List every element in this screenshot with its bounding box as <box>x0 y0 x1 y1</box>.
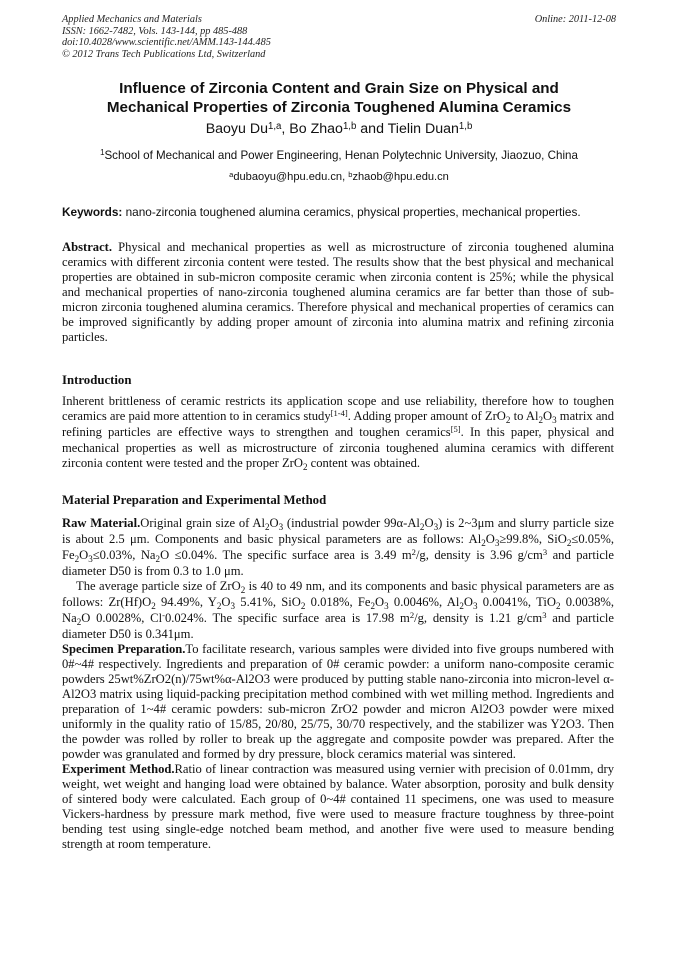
intro-text: O <box>542 409 553 423</box>
journal-name: Applied Mechanics and Materials <box>62 14 202 25</box>
intro-text: content was obtained. <box>307 456 421 470</box>
raw-text: ) is 2~3μm and slurry particle size is about 2.5 μm. Components and basic physical parameters are as follows: Al <box>62 516 614 546</box>
section-heading-method: Material Preparation and Experimental Method <box>62 493 327 507</box>
subscript: 2 <box>76 616 82 627</box>
online-date: Online: 2011-12-08 <box>534 14 616 25</box>
keywords-label: Keywords: <box>62 205 123 219</box>
zro2-text: /g, density is 1.21 g/cm <box>414 611 543 625</box>
raw-text: ≥99.8%, SiO <box>499 532 567 546</box>
abstract-label: Abstract. <box>62 240 113 254</box>
journal-header <box>62 14 616 60</box>
superscript: 2 <box>409 610 415 621</box>
subscript: 2 <box>459 600 464 611</box>
affiliation <box>40 149 638 164</box>
title-line-2: Mechanical Properties of Zirconia Toughened Alumina Ceramics <box>106 98 572 116</box>
doi-line[interactable]: doi:10.4028/www.scientific.net/AMM.143-144.485 <box>62 37 271 49</box>
zro2-text: is 40 to 49 nm, and its components and basic physical parameters are as follows: Zr(Hf)O <box>62 579 614 609</box>
subscript: 2 <box>481 537 486 548</box>
zro2-text: O <box>221 595 231 609</box>
superscript: - <box>162 610 165 621</box>
subscript: 3 <box>433 521 439 532</box>
subscript: 2 <box>300 600 306 611</box>
specimen-label: Specimen Preparation. <box>62 642 186 656</box>
subscript: 2 <box>155 553 161 564</box>
zro2-text: and particle diameter D50 is 0.341μm. <box>62 611 615 641</box>
section-heading-introduction: Introduction <box>62 373 132 387</box>
subscript: 3 <box>384 600 389 611</box>
subscript: 3 <box>473 600 478 611</box>
raw-text: O <box>269 516 279 530</box>
specimen-text: To facilitate research, various samples were divided into five groups numbered with 0#~4# respectively. Ingredients and preparation of 0# ceramic powder: a uniform nano-composite ceramic powders 25wt%ZrO2(n)/75wt%α-Al2O3 were produced by putting stable nano-zirconia into micron-level α-Al2O3 matrix using liquid-packing precipitation method combined with wet milling method. Ingredients and preparation of 1~4# ceramic powders: sub-micron ZrO2 powder and micron Al2O3 powder were mixed uniformly in the quality ratio of 15/85, 20/80, 25/75, 30/70 respectively, and the stabilizer was Y2O3. Then the powder was rolled by roller to break up the aggregate and composite powder was prepared. After the powder was granulated and formed by dry pressure, block ceramics material was sintered. <box>62 642 614 761</box>
subscript: 3 <box>278 521 284 532</box>
raw-text: /g, density is 3.96 g/cm <box>415 548 543 562</box>
zro2-text: The average particle size of ZrO <box>76 579 241 593</box>
email-link[interactable]: zhaob@hpu.edu.cn <box>352 171 449 183</box>
keywords <box>62 205 622 219</box>
subscript: 2 <box>74 553 80 564</box>
raw-text: O <box>79 548 89 562</box>
method-section-body <box>62 516 614 852</box>
author-affil-mark: 1,a <box>268 120 282 132</box>
author-affil-mark: 1,b <box>458 120 473 132</box>
raw-text: O <box>485 532 495 546</box>
subscript: 2 <box>240 584 246 595</box>
email-mark: b <box>348 169 353 179</box>
citation: [5] <box>450 424 461 435</box>
email-mark: a <box>229 169 234 179</box>
subscript: 2 <box>265 521 270 532</box>
subscript: 2 <box>555 600 561 611</box>
intro-text: . Adding proper amount of ZrO <box>347 409 506 423</box>
author-name: Baoyu Du <box>205 121 268 137</box>
zro2-text: 0.018%, Fe <box>305 595 371 609</box>
affiliation-text: School of Mechanical and Power Engineering, Henan Polytechnic University, Jiaozuo, China <box>104 149 578 162</box>
raw-text: and particle diameter D50 is from 0.3 to 1.0 μm. <box>62 548 614 578</box>
keywords-text: nano-zirconia toughened alumina ceramics, physical properties, mechanical properties. <box>122 205 581 219</box>
affiliation-mark: 1 <box>100 148 105 158</box>
subscript: 2 <box>151 600 156 611</box>
subscript: 2 <box>538 414 543 425</box>
subscript: 2 <box>566 537 572 548</box>
zro2-text: 0.024%. The specific surface area is 17.98 m <box>164 611 410 625</box>
subscript: 3 <box>552 414 557 425</box>
zro2-text: 0.0038%, Na <box>62 595 615 625</box>
subscript: 2 <box>216 600 222 611</box>
author-separator: and <box>356 121 388 137</box>
zirconia-paragraph <box>62 579 614 642</box>
author-name: Tielin Duan <box>387 121 459 137</box>
experiment-paragraph <box>62 762 614 852</box>
email-list <box>40 170 638 185</box>
intro-text: Inherent brittleness of ceramic restricts its application scope and use reliability, therefore how to toughen ceramics are paid more attention to in ceramics study <box>62 394 614 423</box>
zro2-text: O <box>375 595 385 609</box>
zro2-text: O 0.0028%, Cl <box>81 611 163 625</box>
zro2-text: O <box>463 595 473 609</box>
email-link[interactable]: dubaoyu@hpu.edu.cn <box>233 171 343 183</box>
zro2-text: 0.0041%, TiO <box>477 595 556 609</box>
author-name: Bo Zhao <box>289 121 343 137</box>
zro2-text: 0.0046%, Al <box>388 595 460 609</box>
author-list <box>40 121 638 139</box>
intro-text: to Al <box>510 409 539 423</box>
subscript: 3 <box>88 553 93 564</box>
raw-material-paragraph <box>62 516 614 579</box>
introduction-paragraph <box>62 394 614 472</box>
raw-text: O <box>424 516 434 530</box>
intro-text: . In this paper, physical and mechanical properties as well as microstructure of zirconia toughened alumina ceramics with different zirconia content were tested and the proper ZrO <box>62 425 614 470</box>
subscript: 2 <box>302 461 308 472</box>
raw-text: O ≤0.04%. The specific surface area is 3.49 m <box>160 548 412 562</box>
copyright-line: © 2012 Trans Tech Publications Ltd, Switzerland <box>62 48 266 60</box>
experiment-text: Ratio of linear contraction was measured using vernier with precision of 0.01mm, dry weight, wet weight and hanging load were obtained by balance. Water absorption, porosity and bulk density of sintered body were calculated. Each group of 0~4# contained 11 specimens, one was used to measure Vickers-hardness by pressure mark method, five were used to measure fracture toughness by three-point bending test using single-edge notched beam method, and another five were used to measure bending strength at room temperature. <box>62 762 614 851</box>
subscript: 2 <box>419 521 425 532</box>
email-separator: , <box>342 171 349 183</box>
zro2-text: 94.49%, Y <box>155 595 217 609</box>
author-separator: , <box>281 121 290 137</box>
experiment-label: Experiment Method. <box>62 762 175 776</box>
raw-text: ≤0.05%, Fe <box>62 532 614 562</box>
citation: [1-4] <box>330 408 348 419</box>
issn-line: ISSN: 1662-7482, Vols. 143-144, pp 485-488 <box>62 25 248 37</box>
raw-text: (industrial powder 99α-Al <box>283 516 420 530</box>
title-line-1: Influence of Zirconia Content and Grain Size on Physical and <box>119 80 559 97</box>
subscript: 2 <box>370 600 376 611</box>
subscript: 2 <box>505 414 511 425</box>
superscript: 3 <box>542 610 547 621</box>
author-affil-mark: 1,b <box>342 120 357 132</box>
subscript: 3 <box>494 537 500 548</box>
abstract <box>62 240 614 345</box>
superscript: 3 <box>542 547 548 558</box>
intro-text: matrix and refining particles are effective ways to strengthen and toughen ceramics <box>62 409 614 439</box>
raw-text: ≤0.03%, Na <box>92 548 156 562</box>
subscript: 3 <box>230 600 236 611</box>
zro2-text: 5.41%, SiO <box>235 595 301 609</box>
raw-text: Original grain size of Al <box>140 516 266 530</box>
superscript: 2 <box>411 547 416 558</box>
abstract-text: Physical and mechanical properties as well as microstructure of zirconia toughened alumina ceramics with different zirconia content were tested. The results show that the best physical and mechanical properties are obtained in sub-micron composite ceramic when zirconia content is 25%; while the physical and mechanical properties of nano-zirconia toughened alumina ceramics are far better than those of sub-micron zirconia toughened alumina ceramics. Therefore physical and mechanical properties of ceramics can be improved significantly by adding proper amount of zirconia into alumina matrix and refining zirconia particles. <box>62 240 614 344</box>
specimen-paragraph <box>62 642 614 762</box>
paper-title <box>40 80 638 117</box>
raw-material-label: Raw Material. <box>62 516 141 530</box>
